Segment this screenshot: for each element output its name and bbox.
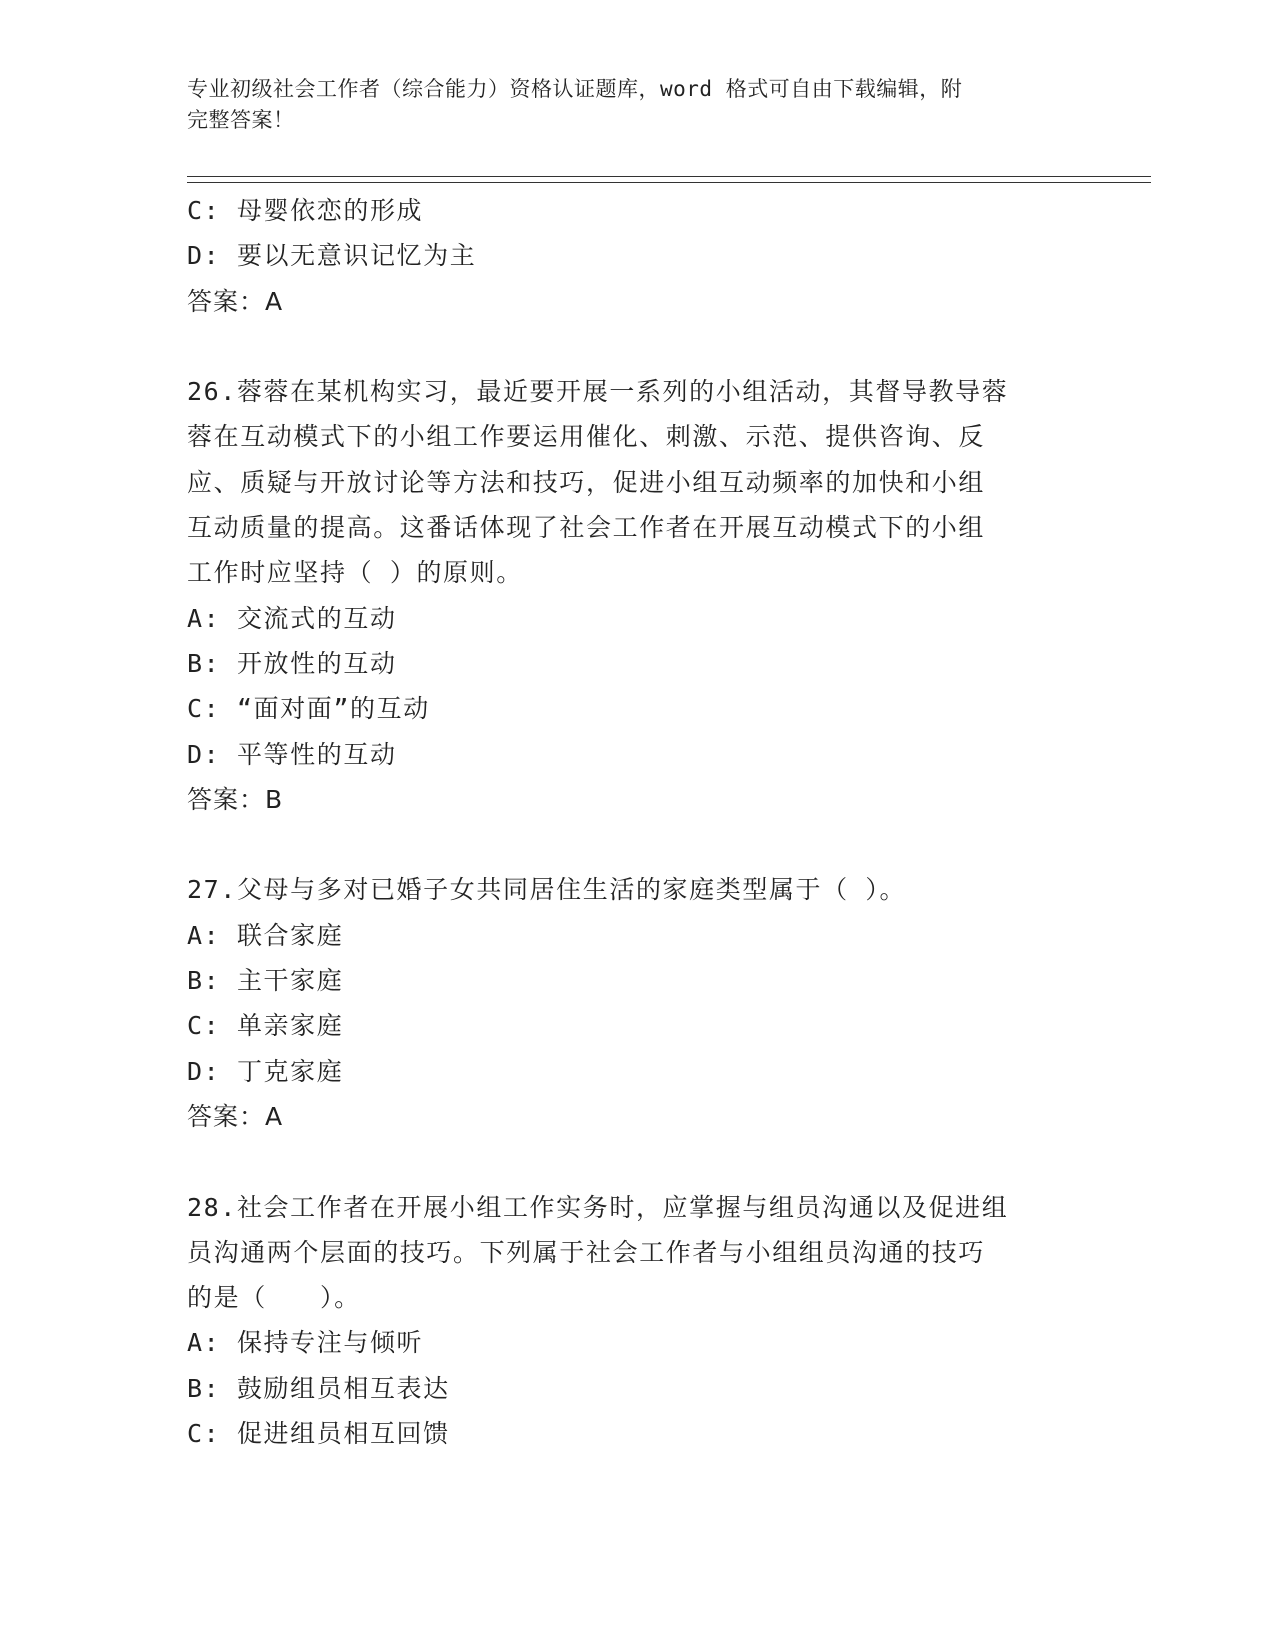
- option-b: B: 鼓励组员相互表达: [187, 1373, 450, 1403]
- prev-question: [187, 188, 1087, 324]
- question-stem-line: 员沟通两个层面的技巧。下列属于社会工作者与小组组员沟通的技巧: [187, 1237, 986, 1267]
- header-line-1: 专业初级社会工作者（综合能力）资格认证题库，word 格式可自由下载编辑，附: [187, 77, 963, 101]
- question-stem-line: 互动质量的提高。这番话体现了社会工作者在开展互动模式下的小组: [187, 513, 986, 543]
- option-c: C: 母婴依恋的形成: [187, 196, 424, 225]
- option-a: A: 保持专注与倾听: [187, 1328, 424, 1358]
- question-26: [187, 369, 1087, 822]
- page-header: [187, 74, 1067, 136]
- header-line-2: 完整答案！: [187, 108, 295, 132]
- question-28: [187, 1185, 1087, 1457]
- answer-line: 答案：A: [187, 286, 284, 316]
- answer-line: 答案：B: [187, 784, 284, 814]
- question-content: [187, 188, 1087, 1456]
- spacer: [187, 1139, 1087, 1184]
- spacer: [187, 324, 1087, 369]
- option-a: A: 交流式的互动: [187, 603, 397, 633]
- question-stem-line: 工作时应坚持（ ）的原则。: [187, 558, 523, 588]
- answer-line: 答案：A: [187, 1101, 284, 1131]
- option-c: C: “面对面”的互动: [187, 694, 430, 724]
- spacer: [187, 822, 1087, 867]
- option-c: C: 促进组员相互回馈: [187, 1419, 450, 1449]
- option-a: A: 联合家庭: [187, 920, 344, 950]
- option-b: B: 主干家庭: [187, 966, 344, 996]
- option-d: D: 平等性的互动: [187, 739, 397, 769]
- question-stem-line: 27.父母与多对已婚子女共同居住生活的家庭类型属于（ ）。: [187, 875, 907, 905]
- question-stem-line: 28.社会工作者在开展小组工作实务时，应掌握与组员沟通以及促进组: [187, 1192, 1009, 1222]
- option-d: D: 丁克家庭: [187, 1056, 344, 1086]
- question-stem-line: 26.蓉蓉在某机构实习，最近要开展一系列的小组活动，其督导教导蓉: [187, 377, 1009, 407]
- question-stem-line: 蓉在互动模式下的小组工作要运用催化、刺激、示范、提供咨询、反: [187, 422, 986, 452]
- header-divider-top: [187, 176, 1151, 177]
- header-divider-bottom: [187, 182, 1151, 183]
- option-d: D: 要以无意识记忆为主: [187, 241, 477, 271]
- question-stem-line: 应、质疑与开放讨论等方法和技巧，促进小组互动频率的加快和小组: [187, 467, 986, 497]
- question-27: [187, 867, 1087, 1139]
- option-b: B: 开放性的互动: [187, 648, 397, 678]
- option-c: C: 单亲家庭: [187, 1011, 344, 1041]
- question-stem-line: 的是（ ）。: [187, 1283, 361, 1313]
